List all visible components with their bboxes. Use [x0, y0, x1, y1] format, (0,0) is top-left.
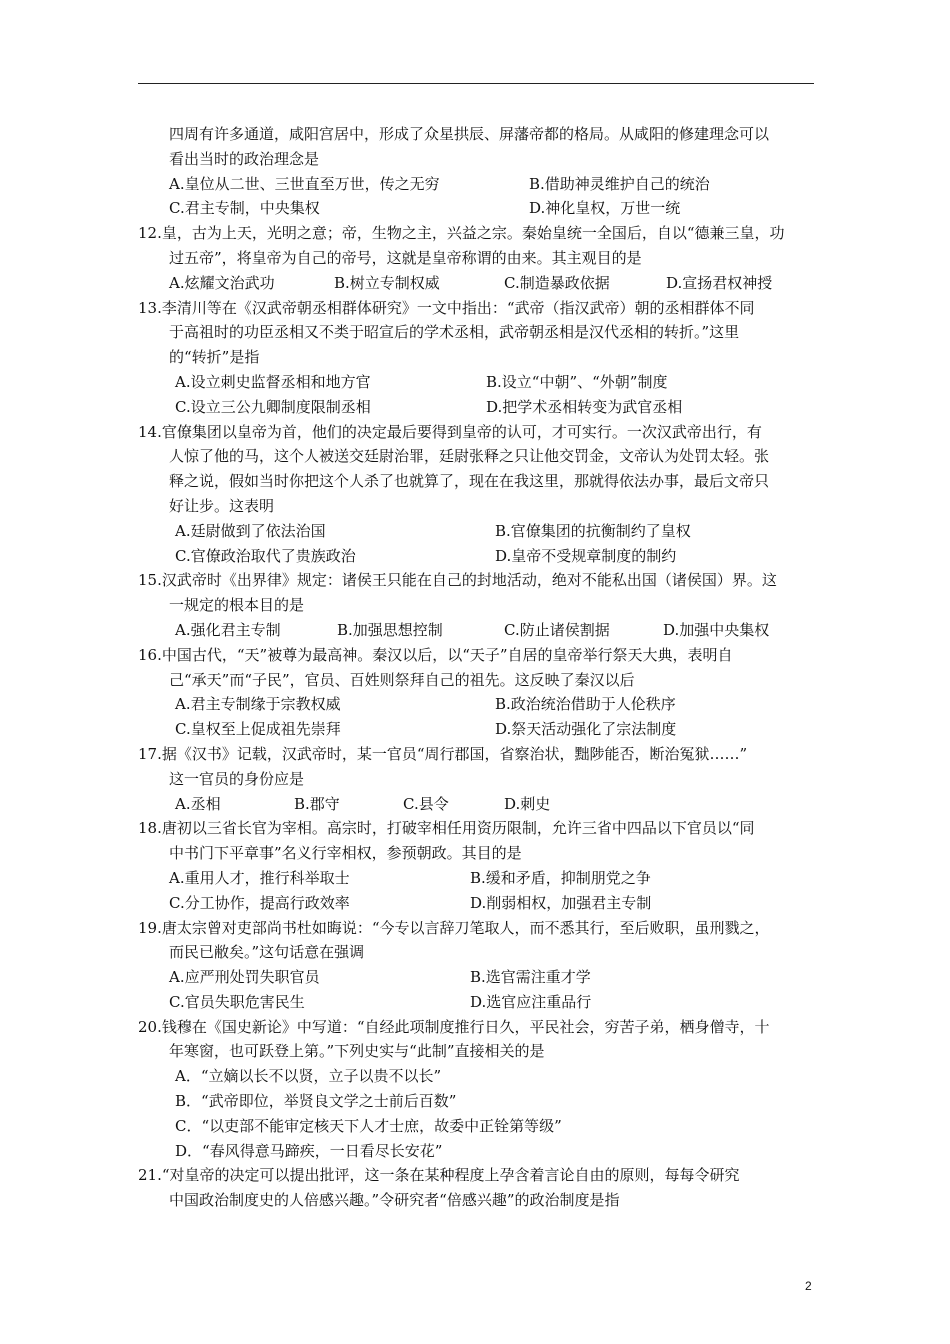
q13-stem-line-3: 的“转折”是指 [169, 348, 260, 367]
q11-option-c: C.君主专制，中央集权 [169, 199, 320, 218]
q13-options-row-1 [138, 370, 828, 395]
q11-option-d: D.神化皇权，万世一统 [529, 199, 681, 218]
q15-options-row [138, 618, 828, 643]
q14-stem-line-4: 好让步。这表明 [169, 496, 275, 515]
q12-stem-line-2: 过五帝”，将皇帝为自己的帝号，这就是皇帝称谓的由来。其主观目的是 [169, 248, 642, 267]
q17-option-d: D.刺史 [504, 794, 551, 813]
q18-stem-line-1: 18.唐初以三省长官为宰相。高宗时，打破宰相任用资历限制，允许三省中四品以下官员以“同 [138, 819, 755, 838]
q14-option-d: D.皇帝不受规章制度的制约 [495, 546, 677, 565]
q19-options-row-1 [138, 965, 828, 990]
q12-option-c: C.制造暴政依据 [504, 273, 610, 292]
q14-option-c: C.官僚政治取代了贵族政治 [175, 546, 356, 565]
q13-options-row-2 [138, 395, 828, 420]
q13-stem-line-2: 于高祖时的功臣丞相又不类于昭宣后的学术丞相，武帝朝丞相是汉代丞相的转折。”这里 [169, 323, 740, 342]
q20-stem-line-1: 20.钱穆在《国史新论》中写道：“自经此项制度推行日久，平民社会，穷苦子弟，栖身僧寺，十 [138, 1017, 770, 1036]
q11-stem-line-1: 四周有许多通道，咸阳宫居中，形成了众星拱辰、屏藩帝都的格局。从咸阳的修建理念可以 [169, 125, 770, 143]
q14-option-b: B.官僚集团的抗衡制约了皇权 [495, 521, 691, 540]
q16-option-a: A.君主专制缘于宗教权威 [175, 695, 341, 714]
q13-option-d: D.把学术丞相转变为武官丞相 [486, 397, 683, 416]
q21-stem-line-2: 中国政治制度史的人倍感兴趣。”令研究者“倍感兴趣”的政治制度是指 [169, 1191, 620, 1210]
q18-stem-line-2: 中书门下平章事”名义行宰相权，参预朝政。其目的是 [169, 844, 522, 863]
q11-options-row-1 [138, 172, 828, 197]
q19-options-row-2 [138, 990, 828, 1015]
q13-stem-line-1: 13.李清川等在《汉武帝朝丞相群体研究》一文中指出：“武帝（指汉武帝）朝的丞相群体不同 [138, 298, 755, 317]
q14-stem-line-1: 14.官僚集团以皇帝为首，他们的决定最后要得到皇帝的认可，才可实行。一次汉武帝出行，有 [138, 422, 762, 441]
q18-option-a: A.重用人才，推行科举取士 [169, 868, 350, 887]
q17-stem-line-1: 17.据《汉书》记载，汉武帝时，某一官员“周行郡国，省察治状，黜陟能否，断治冤狱……” [138, 744, 748, 763]
q12-option-a: A.炫耀文治武功 [169, 273, 275, 292]
q15-option-b: B.加强思想控制 [337, 620, 443, 639]
q20-stem-line-2: 年寒窗，也可跃登上第。”下列史实与“此制”直接相关的是 [169, 1042, 545, 1061]
q16-options-row-2 [138, 717, 828, 742]
q19-option-a: A.应严刑处罚失职官员 [169, 968, 320, 987]
q11-stem-line-2: 看出当时的政治理念是 [169, 149, 320, 168]
q18-option-d: D.削弱相权，加强君主专制 [470, 893, 652, 912]
q12-stem-line-1: 12.皇，古为上天，光明之意；帝，生物之主，兴益之宗。秦始皇统一全国后，自以“德兼三皇，功 [138, 224, 785, 243]
q12-option-d: D.宣扬君权神授 [666, 273, 773, 292]
q13-option-a: A.设立刺史监督丞相和地方官 [175, 372, 371, 391]
q14-stem-line-2: 人惊了他的马，这个人被送交廷尉治罪，廷尉张释之只让他交罚金，文帝认为处罚太轻。张 [169, 447, 770, 466]
q15-stem-line-2: 一规定的根本目的是 [169, 596, 305, 615]
q16-option-d: D.祭天活动强化了宗法制度 [495, 720, 677, 739]
q16-options-row-1 [138, 692, 828, 717]
q15-option-a: A.强化君主专制 [175, 620, 281, 639]
q17-option-a: A.丞相 [175, 794, 221, 813]
q15-stem-line-1: 15.汉武帝时《出界律》规定：诸侯王只能在自己的封地活动，绝对不能私出国（诸侯国）界。这 [138, 571, 777, 590]
q18-option-c: C.分工协作，提高行政效率 [169, 893, 350, 912]
page-number: 2 [805, 1279, 812, 1293]
q18-options-row-1 [138, 866, 828, 891]
q14-option-a: A.廷尉做到了依法治国 [175, 521, 326, 540]
q21-stem-line-1: 21.“对皇帝的决定可以提出批评，这一条在某种程度上孕含着言论自由的原则，每每令研究 [138, 1166, 740, 1185]
q19-option-b: B.选官需注重才学 [470, 968, 591, 987]
q17-stem-line-2: 这一官员的身份应是 [169, 769, 305, 788]
q17-option-c: C.县令 [403, 794, 449, 813]
q15-option-c: C.防止诸侯割据 [504, 620, 610, 639]
q20-option-b: B．“武帝即位，举贤良文学之士前后百数” [175, 1092, 457, 1111]
q16-option-c: C.皇权至上促成祖先崇拜 [175, 720, 341, 739]
q16-option-b: B.政治统治借助于人伦秩序 [495, 695, 676, 714]
q11-options-row-2 [138, 196, 828, 221]
q14-options-row-1 [138, 519, 828, 544]
q20-option-a: A．“立嫡以长不以贤，立子以贵不以长” [175, 1067, 442, 1086]
q12-option-b: B.树立专制权威 [334, 273, 440, 292]
q18-options-row-2 [138, 891, 828, 916]
q20-option-d: D．“春风得意马蹄疾，一日看尽长安花” [175, 1141, 443, 1160]
q14-stem-line-3: 释之说，假如当时你把这个人杀了也就算了，现在在我这里，那就得依法办事，最后文帝只 [169, 472, 770, 491]
q11-option-b: B.借助神灵维护自己的统治 [529, 174, 710, 193]
q17-options-row [138, 792, 828, 817]
q19-stem-line-2: 而民已敝矣。”这句话意在强调 [169, 943, 365, 962]
q12-options-row [138, 271, 828, 296]
q19-stem-line-1: 19.唐太宗曾对吏部尚书杜如晦说：“今专以言辞刀笔取人，而不悉其行，至后败职，虽刑戮之， [138, 918, 770, 937]
question-list [138, 122, 828, 1213]
q19-option-d: D.选官应注重品行 [470, 992, 592, 1011]
q13-option-c: C.设立三公九卿制度限制丞相 [175, 397, 371, 416]
q11-option-a: A.皇位从二世、三世直至万世，传之无穷 [169, 174, 440, 193]
q20-option-c: C．“以吏部不能审定核天下人才士庶，故委中正铨第等级” [175, 1116, 562, 1135]
q15-option-d: D.加强中央集权 [663, 620, 770, 639]
q14-options-row-2 [138, 544, 828, 569]
header-rule [138, 83, 814, 84]
q16-stem-line-1: 16.中国古代，“天”被尊为最高神。秦汉以后，以“天子”自居的皇帝举行祭天大典，表明自 [138, 645, 733, 664]
q17-option-b: B.郡守 [294, 794, 340, 813]
q19-option-c: C.官员失职危害民生 [169, 992, 305, 1011]
q13-option-b: B.设立“中朝”、“外朝”制度 [486, 372, 668, 391]
q16-stem-line-2: 己“承天”而“子民”，官员、百姓则祭拜自己的祖先。这反映了秦汉以后 [169, 670, 635, 689]
q18-option-b: B.缓和矛盾，抑制朋党之争 [470, 868, 651, 887]
